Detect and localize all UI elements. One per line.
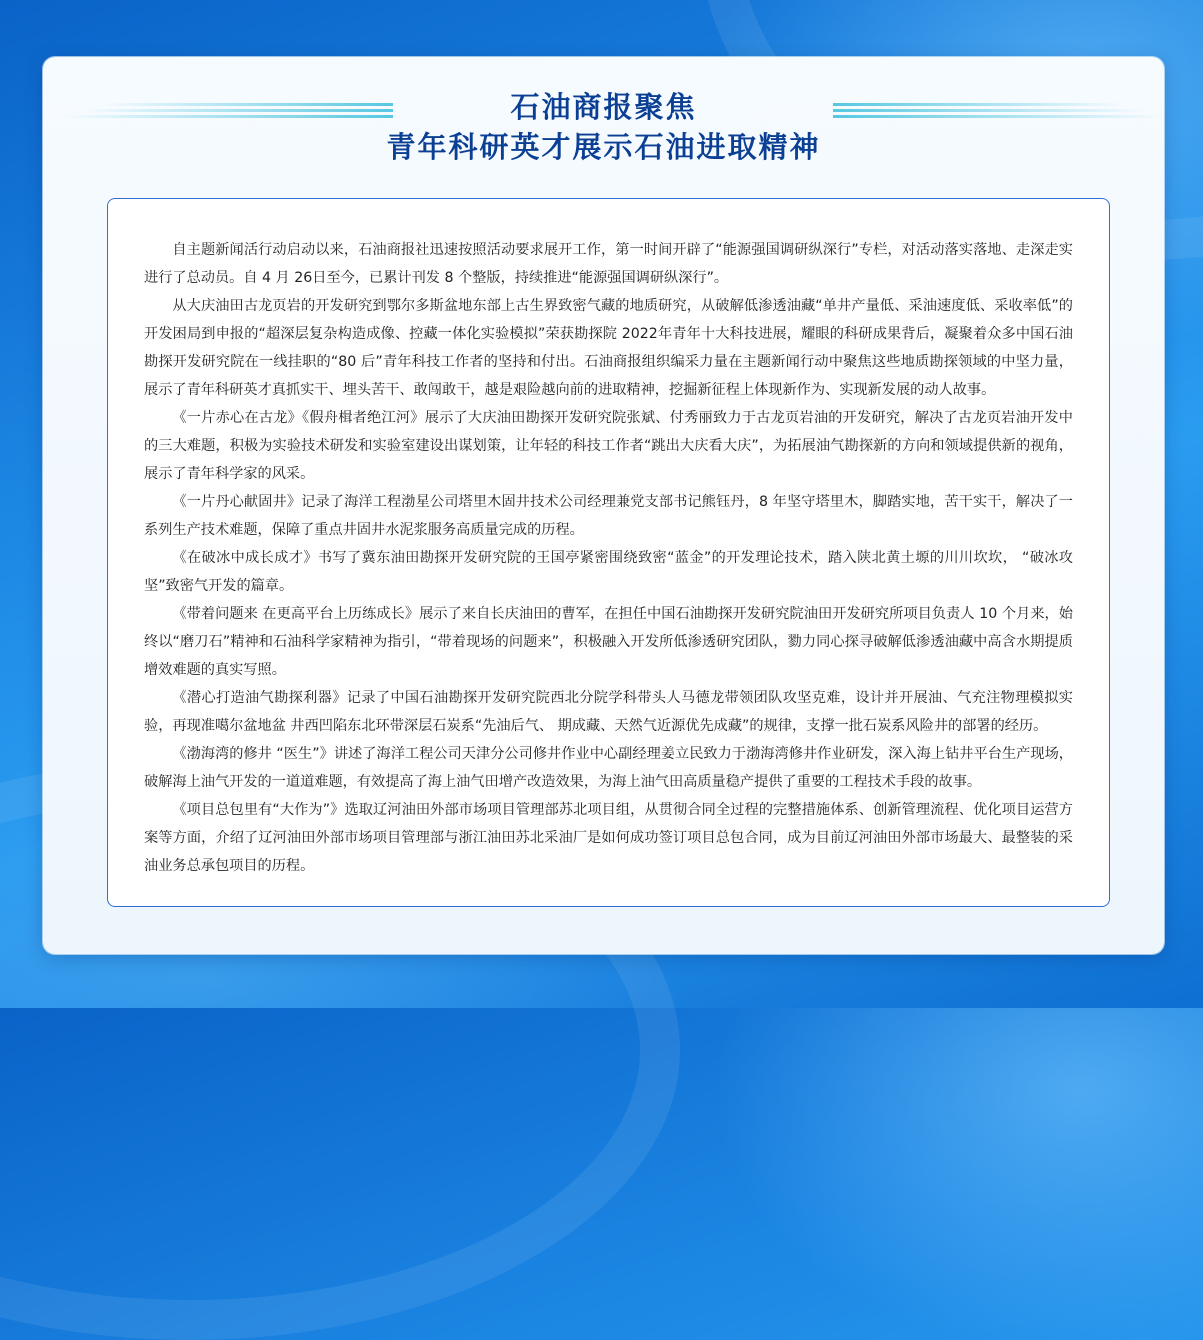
paragraph: 《项目总包里有“大作为”》选取辽河油田外部市场项目管理部苏北项目组，从贯彻合同全过程的完整措施体系、创新管理流程、优化项目运营方案等方面，介绍了辽河油田外部市场项目管理部与浙江油田苏北采油厂是如何成功签订项目总包合同，成为目前辽河油田外部市场最大、最整装的采油业务总承包项目的历程。 [144, 802, 1073, 874]
article-card [43, 57, 1164, 954]
paragraph: 《渤海湾的修井 “医生”》讲述了海洋工程公司天津分公司修井作业中心副经理姜立民致力于渤海湾修井作业研发，深入海上钻井平台生产现场，破解海上油气开发的一道道难题，有效提高了海上油气田增产改造效果，为海上油气田高质量稳产提供了重要的工程技术手段的故事。 [144, 746, 1073, 790]
paragraph: 《一片赤心在古龙》《假舟楫者绝江河》展示了大庆油田勘探开发研究院张斌、付秀丽致力于古龙页岩油的开发研究，解决了古龙页岩油开发中的三大难题，积极为实验技术研发和实验室建设出谋划策，让年轻的科技工作者“跳出大庆看大庆”，为拓展油气勘探新的方向和领域提供新的视角，展示了青年科学家的风采。 [144, 410, 1073, 482]
paragraph: 《在破冰中成长成才》书写了冀东油田勘探开发研究院的王国亭紧密围绕致密“蓝金”的开发理论技术，踏入陕北黄土塬的川川坎坎， “破冰攻坚”致密气开发的篇章。 [144, 550, 1073, 594]
article-body [107, 198, 1110, 907]
paragraph: 从大庆油田古龙页岩的开发研究到鄂尔多斯盆地东部上古生界致密气藏的地质研究，从破解低渗透油藏“单井产量低、采油速度低、采收率低”的开发困局到申报的“超深层复杂构造成像、控藏一体化实验模拟”荣获勘探院 2022年青年十大科技进展，耀眼的科研成果背后，凝聚着众多中国石油勘探开发研究院在一线挂职的“80 后”青年科技工作者的坚持和付出。石油商报组织编采力量在主题新闻行动中聚焦这些地质勘探领域的中坚力量，展示了青年科研英才真抓实干、埋头苦干、敢闯敢干，越是艰险越向前的进取精神，挖掘新征程上体现新作为、实现新发展的动人故事。 [144, 298, 1073, 398]
paragraph: 自主题新闻活行动启动以来，石油商报社迅速按照活动要求展开工作，第一时间开辟了“能源强国调研纵深行”专栏，对活动落实落地、走深走实进行了总动员。自 4 月 26日至今，已累计刊发 8 个整版，持续推进“能源强国调研纵深行”。 [144, 242, 1073, 286]
paragraph: 《一片丹心献固井》记录了海洋工程渤星公司塔里木固井技术公司经理兼党支部书记熊钰丹，8 年坚守塔里木，脚踏实地，苦干实干，解决了一系列生产技术难题，保障了重点井固井水泥浆服务高质量完成的历程。 [144, 494, 1073, 538]
title-line-2: 青年科研英才展示石油进取精神 [386, 130, 821, 164]
title-line-1: 石油商报聚焦 [510, 90, 697, 124]
page-title [43, 87, 1164, 167]
paragraph: 《带着问题来 在更高平台上历练成长》展示了来自长庆油田的曹军，在担任中国石油勘探开发研究院油田开发研究所项目负责人 10 个月来，始终以“磨刀石”精神和石油科学家精神为指引，“带着现场的问题来”，积极融入开发所低渗透研究团队，勠力同心探寻破解低渗透油藏中高含水期提质增效难题的真实写照。 [144, 606, 1073, 678]
paragraph: 《潜心打造油气勘探利器》记录了中国石油勘探开发研究院西北分院学科带头人马德龙带领团队攻坚克难，设计并开展油、气充注物理模拟实验，再现准噶尔盆地盆 井西凹陷东北环带深层石炭系“先油后气、 期成藏、天然气近源优先成藏”的规律，支撑一批石炭系风险井的部署的经历。 [144, 690, 1073, 734]
